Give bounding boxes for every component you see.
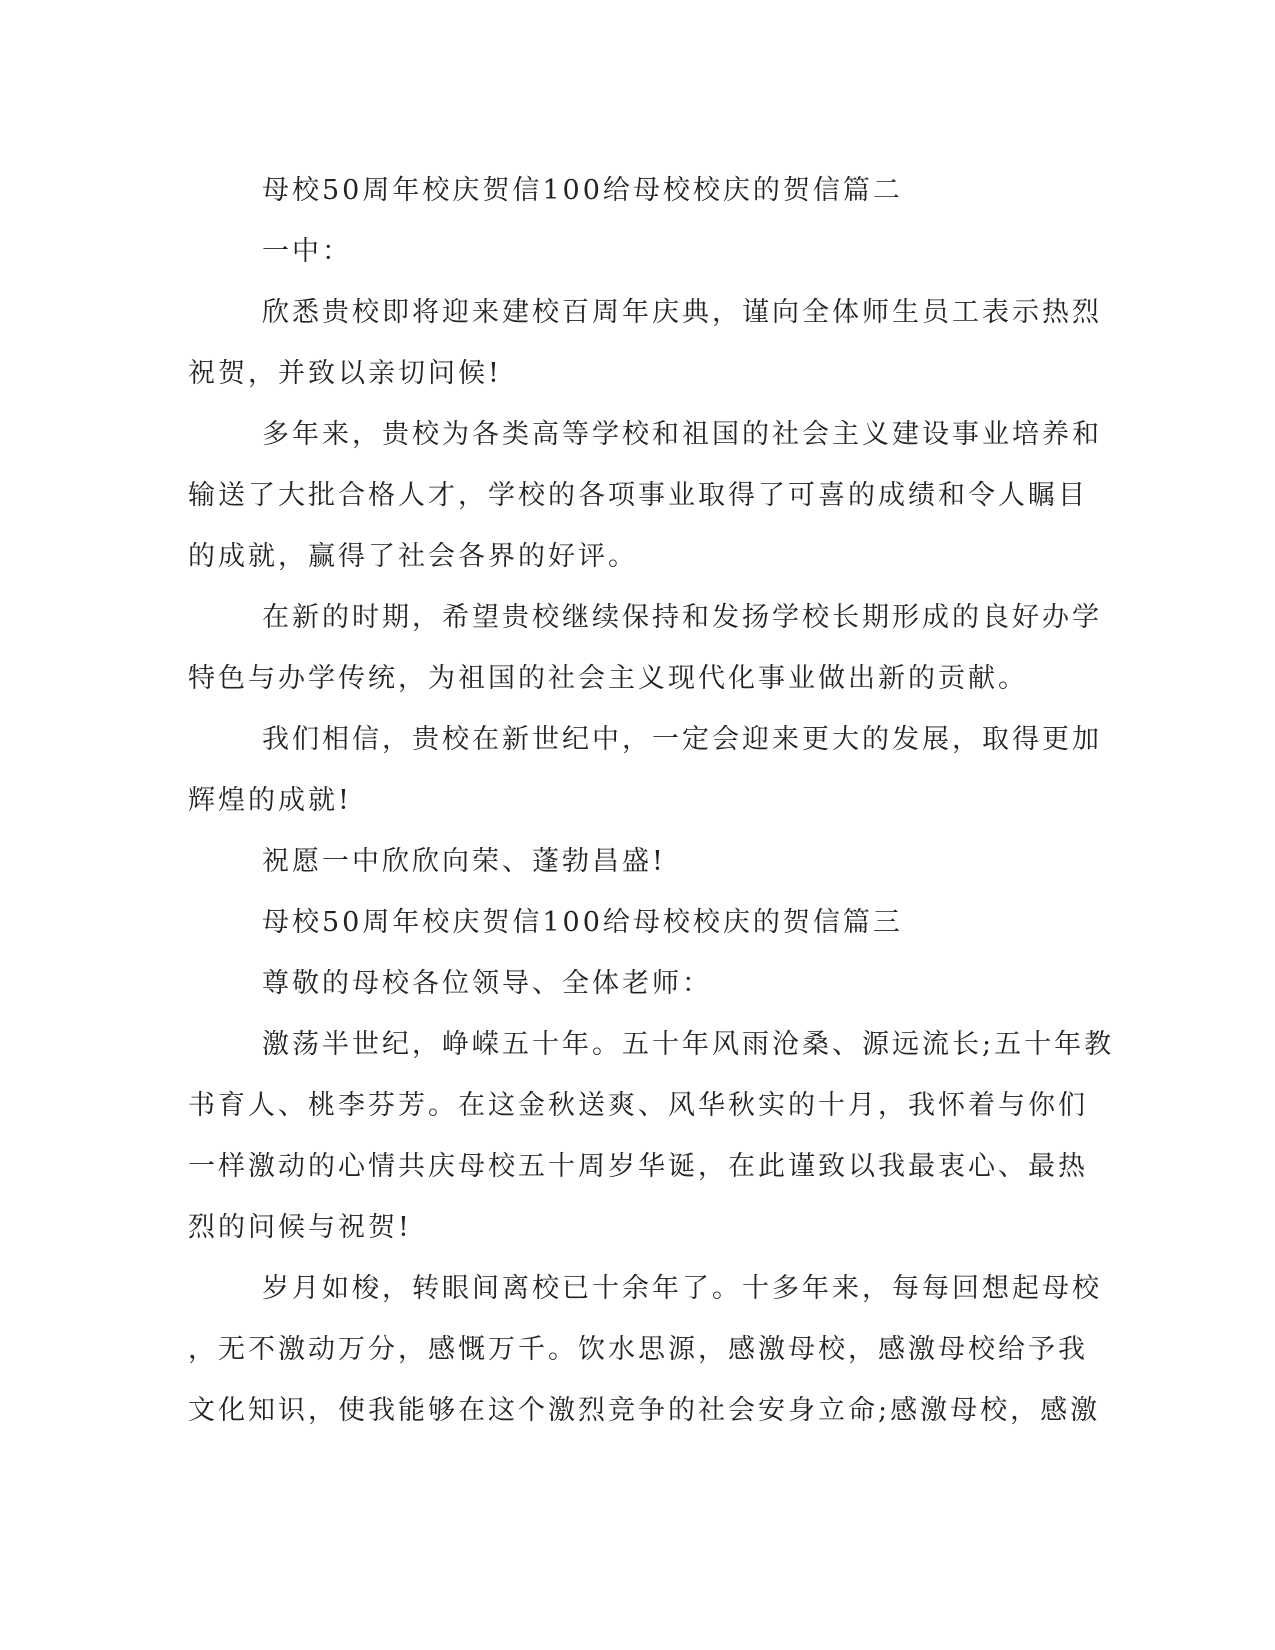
paragraph-line: 烈的问候与祝贺!: [188, 1212, 412, 1243]
paragraph-line: 我们相信，贵校在新世纪中，一定会迎来更大的发展，取得更加: [262, 724, 1102, 755]
paragraph-line: 输送了大批合格人才，学校的各项事业取得了可喜的成绩和令人瞩目: [188, 480, 1088, 511]
paragraph-line: 文化知识，使我能够在这个激烈竞争的社会安身立命;感激母校，感激: [188, 1395, 1101, 1426]
paragraph-line: 岁月如梭，转眼间离校已十余年了。十多年来，每每回想起母校: [262, 1273, 1102, 1304]
paragraph-line: 祝愿一中欣欣向荣、蓬勃昌盛!: [262, 846, 666, 877]
section-heading: 母校50周年校庆贺信100给母校校庆的贺信篇三: [262, 907, 903, 938]
section-heading: 母校50周年校庆贺信100给母校校庆的贺信篇二: [262, 175, 903, 206]
paragraph-line: 激荡半世纪，峥嵘五十年。五十年风雨沧桑、源远流长;五十年教: [262, 1029, 1115, 1060]
document-body: [188, 160, 1115, 1441]
paragraph-line: 欣悉贵校即将迎来建校百周年庆典，谨向全体师生员工表示热烈: [262, 297, 1102, 328]
paragraph-line: 的成就，赢得了社会各界的好评。: [188, 541, 638, 572]
paragraph-line: 祝贺，并致以亲切问候!: [188, 358, 502, 389]
paragraph-line: 辉煌的成就!: [188, 785, 352, 816]
paragraph-line: 特色与办学传统，为祖国的社会主义现代化事业做出新的贡献。: [188, 663, 1028, 694]
paragraph-line: 在新的时期，希望贵校继续保持和发扬学校长期形成的良好办学: [262, 602, 1102, 633]
salutation: 尊敬的母校各位领导、全体老师：: [262, 968, 712, 999]
paragraph-line: ，无不激动万分，感慨万千。饮水思源，感激母校，感激母校给予我: [188, 1334, 1088, 1365]
paragraph-line: 书育人、桃李芬芳。在这金秋送爽、风华秋实的十月，我怀着与你们: [188, 1090, 1088, 1121]
paragraph-line: 多年来，贵校为各类高等学校和祖国的社会主义建设事业培养和: [262, 419, 1102, 450]
salutation: 一中：: [262, 236, 352, 267]
paragraph-line: 一样激动的心情共庆母校五十周岁华诞，在此谨致以我最衷心、最热: [188, 1151, 1088, 1182]
